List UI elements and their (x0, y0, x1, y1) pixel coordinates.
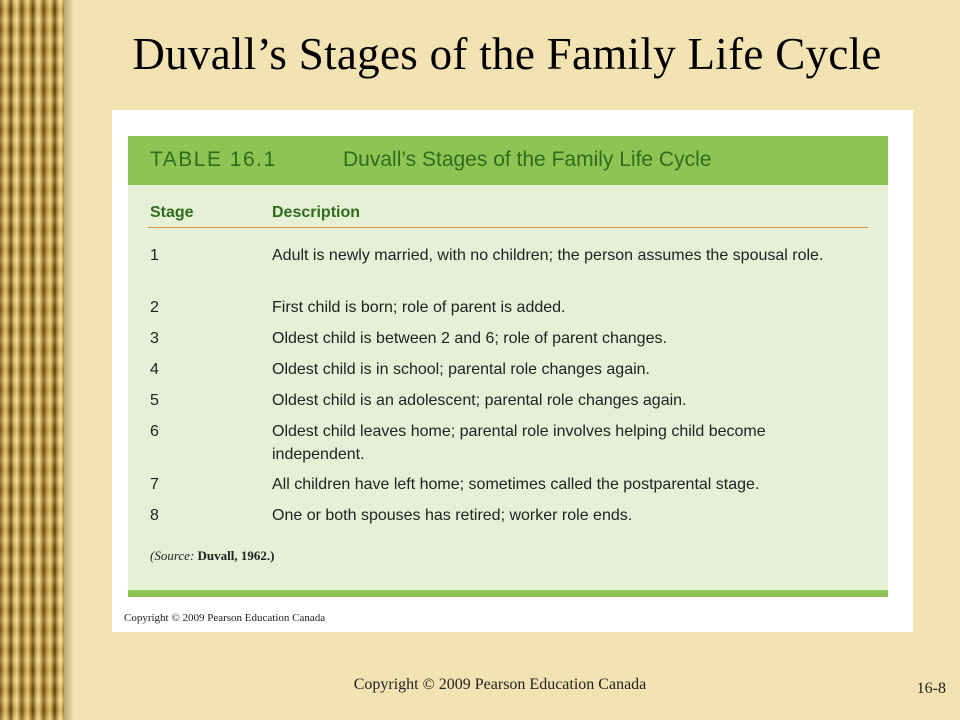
stage-description: Oldest child is an adolescent; parental role changes again. (272, 392, 687, 409)
table-panel (128, 136, 888, 596)
column-header-description: Description (272, 204, 361, 221)
slide-number: 16-8 (916, 680, 946, 697)
stage-number: 8 (150, 507, 159, 524)
stage-number: 4 (150, 361, 159, 378)
stage-description: Oldest child is between 2 and 6; role of parent changes. (272, 330, 667, 347)
slide-title: Duvall’s Stages of the Family Life Cycle (132, 29, 882, 79)
table-header (128, 136, 888, 185)
stage-number: 2 (150, 299, 159, 316)
figure-copyright: Copyright © 2009 Pearson Education Canada (124, 612, 326, 624)
decorative-gold-border (0, 0, 64, 720)
column-header-stage: Stage (150, 204, 194, 221)
stage-number: 7 (150, 476, 159, 493)
source-label: (Source: (150, 548, 195, 563)
stage-number: 5 (150, 392, 159, 409)
border-shadow (64, 0, 74, 720)
table-figure (112, 110, 913, 632)
stage-description: Oldest child leaves home; parental role involves helping child become independent. (272, 423, 766, 463)
table-source (150, 548, 274, 564)
stage-number: 3 (150, 330, 159, 347)
header-divider (148, 227, 868, 228)
stage-number: 6 (150, 423, 159, 440)
stage-description: Oldest child is in school; parental role changes again. (272, 361, 650, 378)
source-text: Duvall, 1962.) (197, 548, 275, 563)
table-name: Duvall’s Stages of the Family Life Cycle (343, 148, 712, 171)
table-bottom-bar (128, 590, 888, 597)
stage-description: All children have left home; sometimes called the postparental stage. (272, 476, 760, 493)
stage-number: 1 (150, 247, 159, 264)
footer-copyright: Copyright © 2009 Pearson Education Canada (353, 676, 647, 693)
stage-description: First child is born; role of parent is added. (272, 299, 566, 316)
stage-description: One or both spouses has retired; worker role ends. (272, 507, 633, 524)
table-number: TABLE 16.1 (150, 148, 277, 171)
stage-description: Adult is newly married, with no children; the person assumes the spousal role. (272, 247, 824, 264)
